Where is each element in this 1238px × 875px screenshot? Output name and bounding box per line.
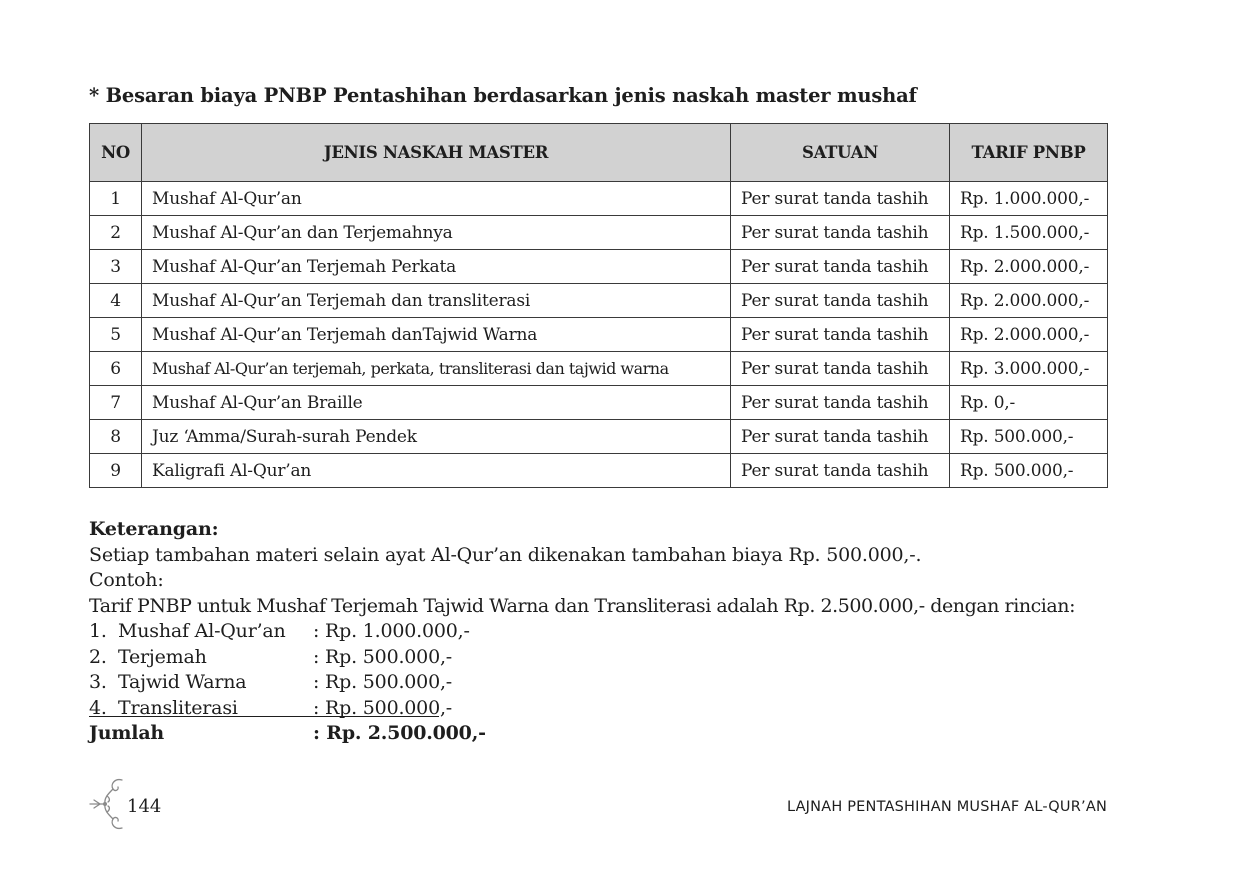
breakdown-number: 2. <box>89 645 107 668</box>
cell-tarif: Rp. 1.500.000,- <box>950 216 1108 250</box>
cell-tarif: Rp. 1.000.000,- <box>950 182 1108 216</box>
cell-no: 5 <box>90 318 142 352</box>
cell-jenis: Kaligrafi Al-Qur’an <box>142 454 731 488</box>
notes-line-1: Setiap tambahan materi selain ayat Al-Qur’an dikenakan tambahan biaya Rp. 500.000,-. <box>89 543 922 566</box>
table-row <box>90 284 1108 318</box>
cell-satuan: Per surat tanda tashih <box>731 284 950 318</box>
breakdown-total <box>89 721 1075 747</box>
breakdown-item <box>89 696 1075 722</box>
cell-tarif: Rp. 3.000.000,- <box>950 352 1108 386</box>
cell-no: 9 <box>90 454 142 488</box>
cell-no: 8 <box>90 420 142 454</box>
notes-section <box>89 517 1075 747</box>
cell-satuan: Per surat tanda tashih <box>731 386 950 420</box>
table-row <box>90 250 1108 284</box>
page-number: 144 <box>127 796 162 817</box>
notes-example-label: Contoh: <box>89 569 164 591</box>
cell-satuan: Per surat tanda tashih <box>731 250 950 284</box>
cell-jenis: Juz ‘Amma/Surah-surah Pendek <box>142 420 731 454</box>
breakdown-name: Terjemah <box>118 645 207 668</box>
table-row <box>90 182 1108 216</box>
cell-satuan: Per surat tanda tashih <box>731 318 950 352</box>
breakdown-name: Transliterasi <box>118 696 238 719</box>
breakdown-item <box>89 670 1075 696</box>
header-jenis: JENIS NASKAH MASTER <box>142 124 731 182</box>
notes-label: Keterangan: <box>89 518 219 540</box>
cell-satuan: Per surat tanda tashih <box>731 182 950 216</box>
total-value: : Rp. 2.500.000,- <box>313 722 486 744</box>
cell-tarif: Rp. 0,- <box>950 386 1108 420</box>
breakdown-value: : Rp. 500.000,- <box>313 696 453 719</box>
cell-jenis: Mushaf Al-Qur’an dan Terjemahnya <box>142 216 731 250</box>
notes-line-2: Tarif PNBP untuk Mushaf Terjemah Tajwid Warna dan Transliterasi adalah Rp. 2.500.000,- dengan rincian: <box>89 594 1076 617</box>
cell-tarif: Rp. 2.000.000,- <box>950 284 1108 318</box>
cell-tarif: Rp. 2.000.000,- <box>950 250 1108 284</box>
cell-no: 1 <box>90 182 142 216</box>
cell-jenis: Mushaf Al-Qur’an terjemah, perkata, transliterasi dan tajwid warna <box>142 352 731 386</box>
cell-tarif: Rp. 500.000,- <box>950 454 1108 488</box>
running-title: LAJNAH PENTASHIHAN MUSHAF AL-QUR’AN <box>786 799 1107 815</box>
table-row <box>90 454 1108 488</box>
cell-satuan: Per surat tanda tashih <box>731 352 950 386</box>
cell-satuan: Per surat tanda tashih <box>731 216 950 250</box>
header-tarif: TARIF PNBP <box>950 124 1108 182</box>
cell-jenis: Mushaf Al-Qur’an Terjemah dan transliterasi <box>142 284 731 318</box>
cell-satuan: Per surat tanda tashih <box>731 420 950 454</box>
cell-tarif: Rp. 500.000,- <box>950 420 1108 454</box>
cell-jenis: Mushaf Al-Qur’an <box>142 182 731 216</box>
breakdown-name: Tajwid Warna <box>118 671 247 693</box>
cell-jenis: Mushaf Al-Qur’an Braille <box>142 386 731 420</box>
cell-no: 3 <box>90 250 142 284</box>
cell-no: 6 <box>90 352 142 386</box>
header-no: NO <box>90 124 142 182</box>
cell-jenis: Mushaf Al-Qur’an Terjemah Perkata <box>142 250 731 284</box>
breakdown-number: 1. <box>89 620 107 642</box>
breakdown-value: : Rp. 500.000,- <box>313 671 453 693</box>
breakdown-item <box>89 619 1075 645</box>
table-row <box>90 420 1108 454</box>
breakdown-value: : Rp. 500.000,- <box>313 645 453 668</box>
total-label: Jumlah <box>89 722 165 744</box>
header-satuan: SATUAN <box>731 124 950 182</box>
table-row <box>90 216 1108 250</box>
table-row <box>90 318 1108 352</box>
cell-no: 7 <box>90 386 142 420</box>
cell-no: 2 <box>90 216 142 250</box>
cell-tarif: Rp. 2.000.000,- <box>950 318 1108 352</box>
cell-jenis: Mushaf Al-Qur’an Terjemah danTajwid Warna <box>142 318 731 352</box>
breakdown-number: 4. <box>89 696 107 719</box>
breakdown-number: 3. <box>89 671 107 693</box>
table-row <box>90 352 1108 386</box>
breakdown-name: Mushaf Al-Qur’an <box>118 620 286 642</box>
ornament-icon <box>88 774 128 834</box>
table-header-row <box>90 124 1108 182</box>
breakdown-item <box>89 645 1075 671</box>
table-caption: * Besaran biaya PNBP Pentashihan berdasarkan jenis naskah master mushaf <box>89 84 917 107</box>
cell-satuan: Per surat tanda tashih <box>731 454 950 488</box>
table-row <box>90 386 1108 420</box>
cell-no: 4 <box>90 284 142 318</box>
breakdown-value: : Rp. 1.000.000,- <box>313 620 470 642</box>
pnbp-tariff-table <box>89 123 1108 488</box>
